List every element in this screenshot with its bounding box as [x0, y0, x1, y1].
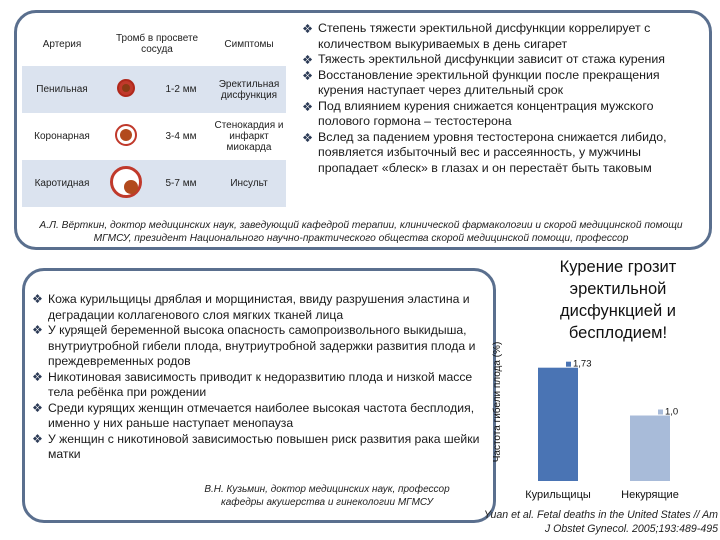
diamond-bullet-icon: ❖: [302, 129, 314, 145]
bottom-bullet-list: [32, 292, 484, 463]
table-cell-symptom: Эректильная дисфункция: [212, 66, 286, 113]
fetal-death-chart: [490, 340, 716, 502]
vessel-image: [102, 113, 150, 160]
data-label-marker: [658, 410, 663, 415]
table-cell-size: 3-4 мм: [165, 131, 197, 142]
bar-smokers: [538, 368, 578, 481]
diamond-bullet-icon: ❖: [302, 52, 314, 67]
diamond-bullet-icon: ❖: [32, 431, 43, 446]
table-header-clot: Тромб в просвете сосуда: [115, 33, 199, 55]
table-cell-artery: Каротидная: [22, 160, 102, 207]
table-cell-size: 1-2 мм: [150, 66, 212, 113]
list-item: ❖ Кожа курильщицы дряблая и морщинистая, ввиду разрушения эластина и деградации коллагенового слоя мягких тканей лица: [32, 292, 470, 322]
list-item: ❖ Никотиновая зависимость приводит к недоразвитию плода и низкой массе тела ребёнка при рождении: [32, 369, 473, 399]
list-item: ❖ Среди курящих женщин отмечается наиболее высокая частота бесплодия, именно у них раньше наступает менопауза: [32, 400, 475, 430]
artery-table: [22, 22, 286, 207]
y-axis-title: Частота гибели плода (%): [492, 341, 503, 463]
diamond-bullet-icon: ❖: [302, 98, 314, 114]
list-item: ❖ У женщин с никотиновой зависимостью повышен риск развития рака шейки матки: [32, 431, 480, 461]
study-citation: Yuan et al. Fetal deaths in the United States // Am J Obstet Gynecol. 2005;193:489-495: [483, 509, 718, 535]
data-label: 1,0: [665, 406, 679, 418]
table-row: [22, 113, 286, 160]
diamond-bullet-icon: ❖: [32, 400, 43, 415]
diamond-bullet-icon: ❖: [32, 323, 43, 337]
table-cell-size: 5-7 мм: [150, 160, 212, 207]
table-cell-artery: Коронарная: [34, 131, 90, 142]
table-header-symptoms: Симптомы: [224, 38, 274, 50]
top-citation: А.Л. Вёрткин, доктор медицинских наук, заведующий кафедрой терапии, клинической фармакологии и скорой медицинской помощи МГМСУ, президент Национального научно-практического общества скорой медицинской помощи, профессор: [39, 220, 683, 244]
list-item: ❖ Степень тяжести эректильной дисфункции коррелирует с количеством выкуриваемых в день сигарет: [302, 21, 651, 51]
list-item: ❖ Вслед за падением уровня тестостерона снижается либидо, появляется избыточный вес и рассеянность, у мужчины пропадает «блеск» в глазах и он перестаёт быть таковым: [302, 129, 667, 175]
table-cell-symptom: Инсульт: [212, 160, 286, 207]
list-item: ❖ Восстановление эректильной функции после прекращения курения наступает через длительный срок: [302, 67, 660, 97]
diamond-bullet-icon: ❖: [302, 67, 314, 83]
table-header-row: [22, 22, 286, 66]
top-bullet-list: [302, 21, 694, 176]
table-header-artery: Артерия: [42, 38, 82, 50]
diamond-bullet-icon: ❖: [32, 369, 43, 384]
diamond-bullet-icon: ❖: [32, 292, 43, 306]
table-row: [22, 160, 286, 207]
diamond-bullet-icon: ❖: [302, 21, 314, 36]
data-label: 1,73: [573, 358, 592, 370]
bar-nonsmokers: [630, 416, 670, 482]
data-label-marker: [566, 362, 571, 367]
list-item: ❖ Под влиянием курения снижается концентрация мужского полового гормона – тестостерона: [302, 98, 654, 128]
vessel-image: [102, 160, 150, 207]
vessel-image: [102, 66, 150, 113]
table-row: [22, 66, 286, 113]
table-cell-artery: Пенильная: [22, 66, 102, 113]
x-tick-label: Курильщицы: [525, 489, 591, 501]
table-cell-symptom: Стенокардия и инфаркт миокарда: [214, 120, 284, 153]
bottom-citation: В.Н. Кузьмин, доктор медицинских наук, профессор кафедры акушерства и гинекологии МГМСУ: [204, 484, 450, 508]
headline: Курение грозит эректильной дисфункцией и бесплодием!: [559, 258, 677, 342]
list-item: ❖ У курящей беременной высока опасность самопроизвольного выкидыша, внутриутробной гибели плода, внутриутробной задержки развития плода и преждевременных родов: [32, 323, 476, 368]
list-item: ❖ Тяжесть эректильной дисфункции зависит от стажа курения: [302, 52, 665, 67]
x-tick-label: Некурящие: [621, 489, 679, 501]
